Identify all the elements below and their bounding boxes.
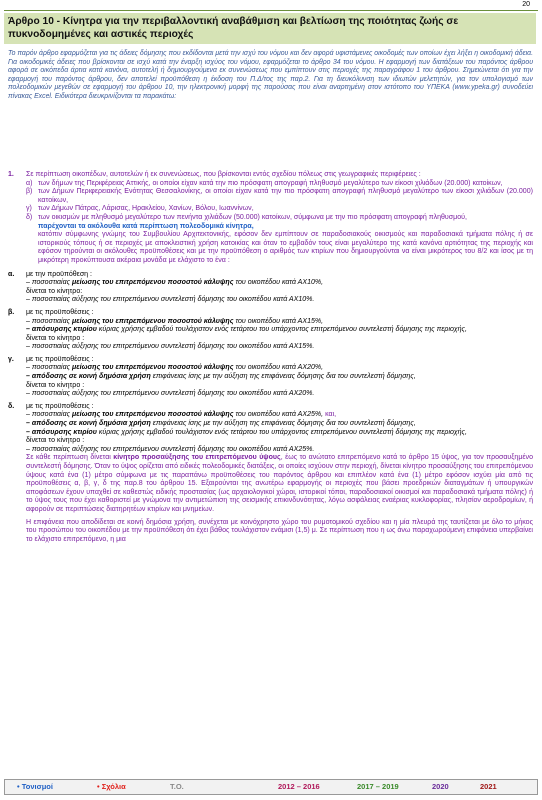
text-span-bold: – απόσυρσης κτιρίου bbox=[26, 326, 97, 334]
text-span: επιφάνειας ίσης με την αύξηση της επιφάνειας δόμησης δια του συντελεστή δόμησης, bbox=[150, 420, 416, 428]
text-span-bold: – απόσυρσης κτιρίου bbox=[26, 428, 97, 436]
legend-to[interactable]: Τ.Ο. bbox=[170, 782, 184, 791]
closing-paragraph-1 bbox=[26, 454, 533, 514]
list-item bbox=[26, 188, 533, 205]
list-letter: α) bbox=[26, 179, 33, 187]
section-b-l2 bbox=[26, 318, 533, 327]
section-d-body bbox=[26, 403, 533, 545]
text-span: , έως το ανώτατο επιτρεπόμενο κατά το άρθρο 15 ύψος, για τον προσαυξημένο συντελεστή δόμησης. Όταν το ύψος ορίζεται από ειδικές πολεοδομικές διατάξεις, οι οποίες ισχύουν στην περιοχή, δίνεται κίνητρο προσαύξησης του επιτρεπόμενου ύψους κατά ένα (1) μέτρο σύμφωνα με τις παραπάνω προϋποθέσεις του παρόντος άρθρου και επιπλέον κατά ένα (1) μέτρο εφόσον ισχύει μία από τις προϋποθέσεις α, β, γ, δ της παρ.8 του άρθρου 15. Εξαιρούνται της ανωτέρω εφαρμογής οι περιοχές που βάσει προεδρικών διαταγμάτων ή υπουργικών αποφάσεων έχουν υπαχθεί σε καθεστώς ειδικής προστασίας (ως αρχαιολογικοί χώροι, ιστορικοί τόποι, παραδοσιακοί οικισμοί και παραδοσιακά τμήματα πόλης) ή το ύψος τους που έχει καθοριστεί με γνώμονα την αντιμετώπιση της σεισμικής επικινδυνότητας, λόγω ασφάλειας εναέριας κυκλοφορίας, πλησίον αεροδρομίων, ή αφορούν σε περιπτώσεις διατηρητέων κτιρίων και μνημείων. bbox=[26, 454, 533, 513]
text-span-bold: μείωσης του επιτρεπόμενου ποσοστού κάλυψης bbox=[72, 317, 234, 325]
text-span-bold: κίνητρο προσαύξησης του επιτρεπόμενου ύψους bbox=[113, 454, 281, 462]
section-b-l1: με τις προϋποθέσεις : bbox=[26, 308, 94, 316]
item-1-body bbox=[26, 171, 533, 266]
section-c-l2 bbox=[26, 364, 533, 373]
section-c-l1: με τις προϋποθέσεις : bbox=[26, 355, 94, 363]
list-item bbox=[26, 214, 533, 223]
page-number: 20 bbox=[522, 1, 530, 8]
list-letter: δ) bbox=[26, 213, 33, 221]
item-1-conditions: κατόπιν σύμφωνης γνώμης του Συμβουλίου Αρχιτεκτονικής, εφόσον δεν εμπίπτουν σε παραδοσιακούς οικισμούς και παραδοσιακά τμήματα πόλης ή σε ιστορικούς τόπους ή σε περιοχές με αποκλειστική χρήση κατοικίας και όταν το εμβαδόν τους είναι μεγαλύτερο της κατά κανόνα αρτιότητας της περιοχής και εφόσον τηρούνται οι ακόλουθες προϋποθέσεις και με την προϋπόθεση ο αριθμός των κτιρίων που δημιουργούνται να είναι μικρότερος του 8/2 και ίσος με τη μικρότερη προκύπτουσα ακέραια μονάδα με ελάχιστο το ένα : bbox=[38, 231, 533, 264]
footer-legend-bar bbox=[4, 779, 538, 795]
incentives-heading: παρέχονται τα ακόλουθα κατά περίπτωση πολεοδομικά κίνητρα, bbox=[38, 222, 254, 230]
legend-sxolia[interactable]: • Σχόλια bbox=[97, 782, 126, 791]
section-c-l4: δίνεται το κίνητρο : bbox=[26, 381, 85, 389]
section-b-marker: β. bbox=[8, 308, 15, 316]
section-d-l5: δίνεται το κίνητρο : bbox=[26, 437, 85, 445]
list-text: των δήμων της Περιφέρειας Αττικής, οι οποίοι είχαν κατά την πιο πρόσφατη απογραφή πληθυσμό μεγαλύτερο των είκοσι χιλιάδων (20.000) κατοίκων, bbox=[38, 179, 503, 187]
section-b-body bbox=[26, 309, 533, 352]
text-span: του οικοπέδου κατά ΑΧ25%, bbox=[233, 411, 324, 419]
legend-2021[interactable]: 2021 bbox=[480, 782, 497, 791]
text-span: – ποσοστιαίας αύξησης του επιτρεπόμενου συντελεστή δόμησης του οικοπέδου κατά ΑΧ15%. bbox=[26, 343, 315, 351]
legend-tonismoi[interactable]: • Τονισμοί bbox=[17, 782, 53, 791]
text-span: του οικοπέδου κατά ΑΧ20%, bbox=[233, 364, 324, 372]
text-span: του οικοπέδου κατά ΑΧ15%, bbox=[233, 317, 324, 325]
text-span-bold: – απόδοσης σε κοινή δημόσια χρήση bbox=[26, 373, 151, 381]
text-span: και, bbox=[323, 411, 337, 419]
list-text: των Δήμων Πάτρας, Λάρισας, Ηρακλείου, Χανίων, Βόλου, Ιωαννίνων, bbox=[38, 205, 254, 213]
section-b-l5 bbox=[26, 343, 533, 352]
section-c-body bbox=[26, 356, 533, 399]
main-content bbox=[8, 171, 533, 544]
text-span: επιφάνειας ίσης με την αύξηση της επιφάνειας δόμησης δια του συντελεστή δόμησης, bbox=[150, 373, 416, 381]
header-divider bbox=[4, 10, 538, 11]
closing-paragraph-2: Η επιφάνεια που αποδίδεται σε κοινή δημόσια χρήση, συνέχεται με κοινόχρηστο χώρο του ρυμοτομικού σχεδίου και η μία πλευρά της ταυτίζεται με όλο το μήκος του προσώπου του οικοπέδου με την προϋπόθεση ότι έχει βάθος τουλάχιστον ενάμισι (1,5) μ. Σε περίπτωση που η ως άνω παραχωρούμενη επιφάνεια υπερβαίνει το ελάχιστο επιτρεπόμενο, η μια bbox=[26, 518, 533, 543]
item-1-lead: Σε περίπτωση οικοπέδων, αυτοτελών ή εκ συνενώσεως, που βρίσκονται εντός σχεδίου πόλεως στις γεωγραφικές περιφέρειες : bbox=[26, 171, 421, 178]
list-letter: γ) bbox=[26, 205, 32, 213]
section-b-l4: δίνεται το κίνητρο : bbox=[26, 334, 85, 342]
section-c bbox=[8, 356, 533, 399]
text-span: – ποσοστιαίας bbox=[26, 279, 73, 287]
text-span-bold: μείωσης του επιτρεπόμενου ποσοστού κάλυψης bbox=[72, 411, 234, 419]
legend-2020[interactable]: 2020 bbox=[432, 782, 449, 791]
article-title: Άρθρο 10 - Κίνητρα για την περιβαλλοντική αναβάθμιση και βελτίωση της ποιότητας ζωής σε πυκνοδομημένες και αστικές περιοχές bbox=[4, 13, 536, 44]
intro-paragraph: Το παρόν άρθρο εφαρμόζεται για τις άδειες δόμησης που εκδίδονται μετά την ισχύ του νόμου και δεν αφορά υφιστάμενες οικοδομές των οποίων έχει λήξει η οικοδομική άδεια. Για οικοδομικές άδειες που βρίσκονται σε ισχύ κατά την έναρξη ισχύος του νόμου, εφαρμόζεται το άρθρο 34 του νόμου. Η εφαρμογή των διατάξεων του παρόντος άρθρου αφορά σε οικόπεδα άρτια κατά κανόνα, αυτοτελή ή δημιουργούμενα εκ συνενώσεως που εμπίπτουν στις περιοχές της παραγράφου 1 του άρθρου. Σημειώνεται ότι για την εφαρμογή του παρόντος άρθρου, δεν αποτελεί προϋπόθεση η έκδοση του Π.Δ/τος της παρ.2. Για τη διευκόλυνση των ιδιωτών μελετητών, για τον υπολογισμό των πολεοδομικών μεγεθών σε εφαρμογή του άρθρου 10, την ηλεκτρονική μορφή της παρούσας που είναι αναρτημένη στον ιστότοπο του ΥΠΕΚΑ (www.ypeka.gr) συνοδεύει πίνακας Excel. Ειδικότερα διευκρινίζονται τα παρακάτω: bbox=[8, 50, 533, 100]
section-a-l1: με την προϋπόθεση : bbox=[26, 270, 93, 278]
list-text: των οικισμών με πληθυσμό μεγαλύτερο των πενήντα χιλιάδων (50.000) κατοίκων, σύμφωνα με την πιο πρόσφατη απογραφή πληθυσμού, bbox=[38, 213, 467, 221]
text-span: – ποσοστιαίας bbox=[26, 411, 73, 419]
section-b-l3 bbox=[26, 326, 533, 335]
section-d bbox=[8, 403, 533, 545]
list-item bbox=[26, 180, 533, 189]
section-a-marker: α. bbox=[8, 270, 15, 278]
legend-2012-2016[interactable]: 2012 – 2016 bbox=[278, 782, 320, 791]
text-span-bold: – απόδοσης σε κοινή δημόσια χρήση bbox=[26, 420, 151, 428]
section-c-marker: γ. bbox=[8, 355, 14, 363]
section-a bbox=[8, 271, 533, 305]
list-item bbox=[26, 205, 533, 214]
text-span: – ποσοστιαίας αύξησης του επιτρεπόμενου συντελεστή δόμησης του οικοπέδου κατά ΑΧ25%. bbox=[26, 445, 315, 453]
section-d-l2 bbox=[26, 411, 533, 420]
section-d-l4 bbox=[26, 429, 533, 438]
section-b bbox=[8, 309, 533, 352]
section-c-l3 bbox=[26, 373, 533, 382]
section-c-l5 bbox=[26, 390, 533, 399]
text-span: – ποσοστιαίας αύξησης του επιτρεπόμενου συντελεστή δόμησης του οικοπέδου κατά ΑΧ20%. bbox=[26, 390, 315, 398]
item-1 bbox=[8, 171, 533, 266]
section-d-l3 bbox=[26, 420, 533, 429]
item-1-marker: 1. bbox=[8, 171, 14, 178]
section-a-l4 bbox=[26, 296, 533, 305]
text-span: Σε κάθε περίπτωση δίνεται bbox=[26, 454, 114, 462]
section-d-l1: με τις προϋποθέσεις : bbox=[26, 402, 94, 410]
text-span: – ποσοστιαίας bbox=[26, 317, 73, 325]
list-text: των Δήμων Περιφερειακής Ενότητας Θεσσαλονίκης, οι οποίοι είχαν κατά την πιο πρόσφατη απογραφή πληθυσμό μεγαλύτερο των είκοσι χιλιάδων (20.000) κατοίκων, bbox=[38, 188, 533, 204]
section-a-l2 bbox=[26, 279, 533, 288]
list-letter: β) bbox=[26, 188, 33, 196]
section-a-body bbox=[26, 271, 533, 305]
text-span: του οικοπέδου κατά ΑΧ10%, bbox=[233, 279, 324, 287]
text-span: κύριας χρήσης εμβαδού τουλάχιστον ενός τετάρτου του υπάρχοντος επιτρεπόμενου συντελεστή δόμησης της περιοχής, bbox=[96, 326, 467, 334]
text-span-bold: μείωσης του επιτρεπόμενου ποσοστού κάλυψης bbox=[72, 364, 234, 372]
section-d-marker: δ. bbox=[8, 402, 15, 410]
text-span: – ποσοστιαίας αύξησης του επιτρεπόμενου συντελεστή δόμησης του οικοπέδου κατά ΑΧ10%. bbox=[26, 296, 315, 304]
text-span: – ποσοστιαίας bbox=[26, 364, 73, 372]
legend-2017-2019[interactable]: 2017 – 2019 bbox=[357, 782, 399, 791]
section-a-l3: δίνεται το κίνητρο: bbox=[26, 287, 83, 295]
text-span: κύριας χρήσης εμβαδού τουλάχιστον ενός τετάρτου του υπάρχοντος επιτρεπόμενου συντελεστή δόμησης της περιοχής, bbox=[96, 428, 467, 436]
text-span-bold: μείωσης του επιτρεπόμενου ποσοστού κάλυψης bbox=[72, 279, 234, 287]
